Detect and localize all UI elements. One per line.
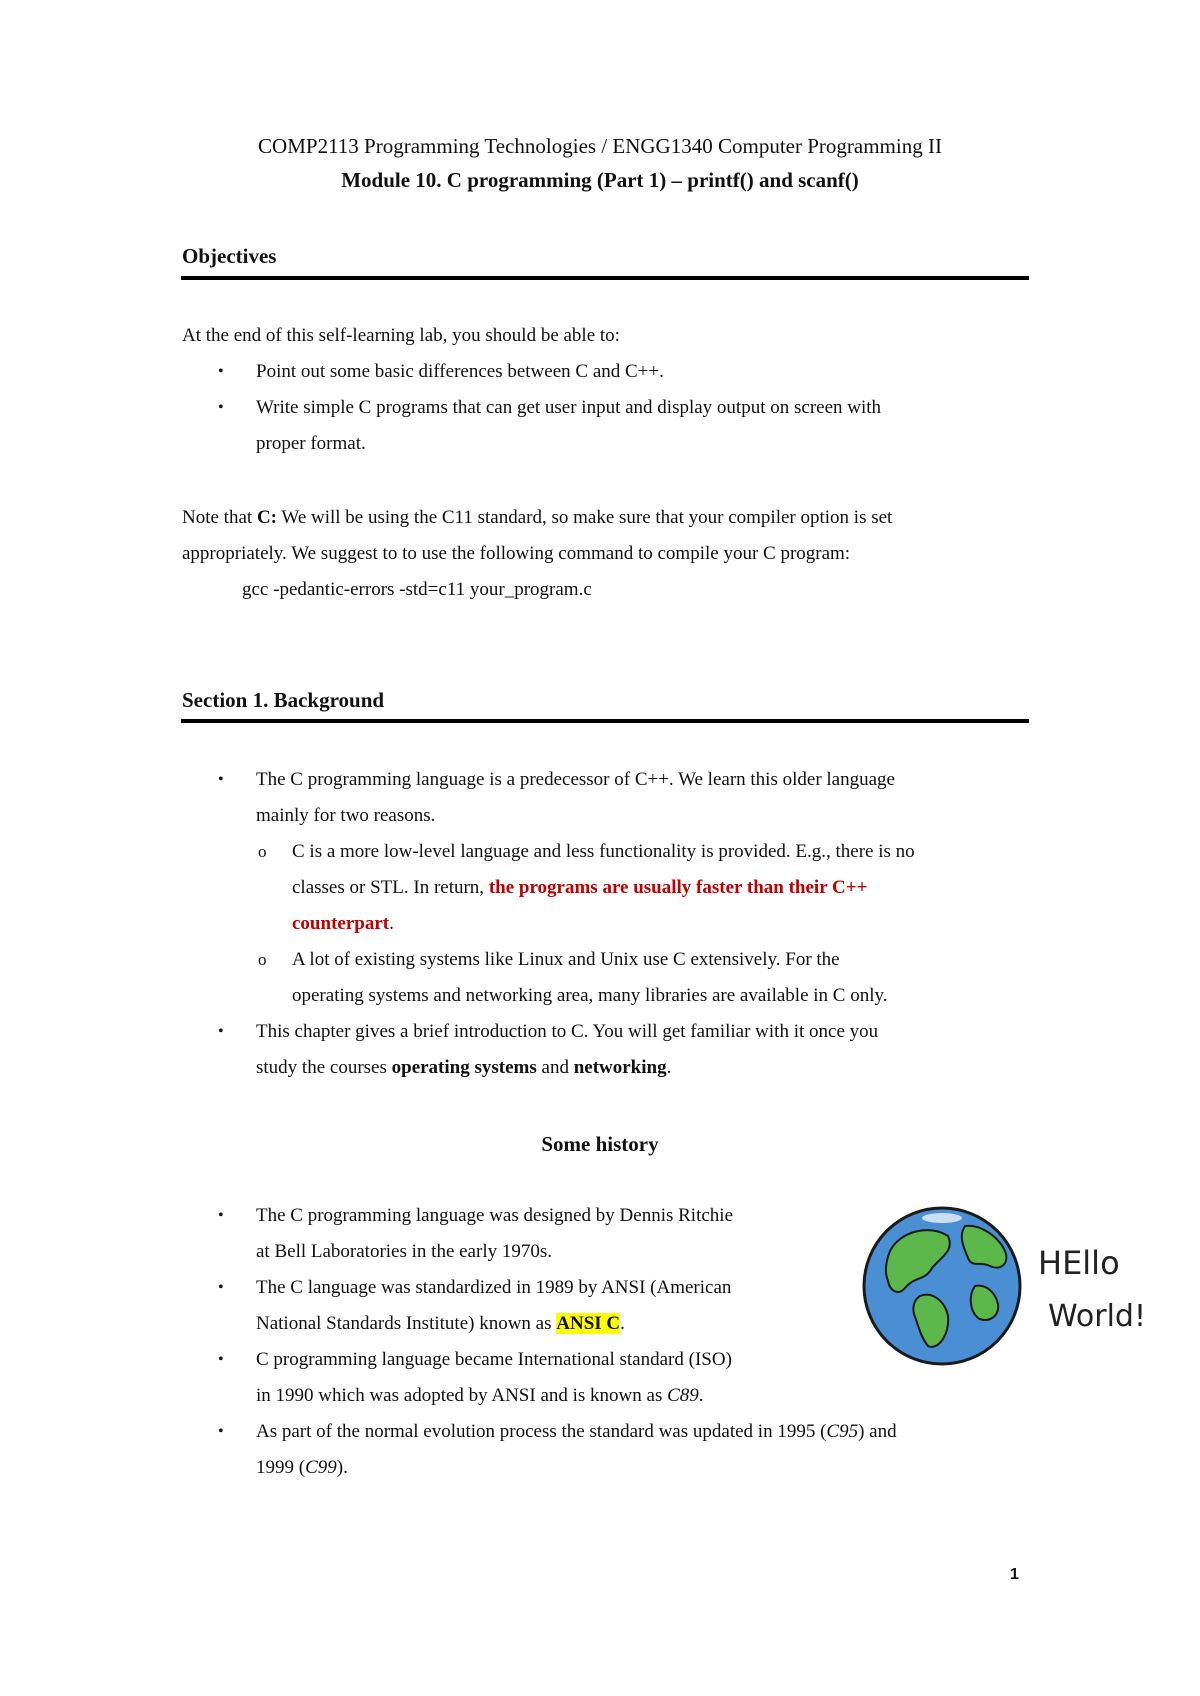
page-number: 1 xyxy=(1010,1566,1019,1583)
background-sub2-line2: operating systems and networking area, many libraries are available in C only. xyxy=(292,985,888,1006)
note-line2: appropriately. We suggest to to use the following command to compile your C program: xyxy=(182,543,851,564)
section1-rule xyxy=(181,719,1029,723)
objectives-rule xyxy=(181,276,1029,280)
history-item2-line1: The C language was standardized in 1989 by ANSI (American xyxy=(256,1277,732,1298)
history-item2-line2: National Standards Institute) known as ANSI C. xyxy=(256,1313,625,1334)
globe-ice xyxy=(922,1213,962,1223)
sub-bullet-icon: o xyxy=(258,950,267,969)
history-item1-line1: The C programming language was designed by Dennis Ritchie xyxy=(256,1205,734,1226)
compile-command: gcc -pedantic-errors -std=c11 your_program.c xyxy=(242,579,592,600)
section1-heading: Section 1. Background xyxy=(182,688,385,712)
objectives-heading: Objectives xyxy=(182,244,277,268)
bullet-icon: • xyxy=(218,1351,224,1368)
bullet-icon: • xyxy=(218,399,224,416)
hello-handwritten-text: HEllo xyxy=(1038,1244,1120,1282)
bullet-icon: • xyxy=(218,771,224,788)
history-item4-line1: As part of the normal evolution process the standard was updated in 1995 (C95) and xyxy=(256,1421,897,1442)
background-item1-line1: The C programming language is a predecessor of C++. We learn this older language xyxy=(256,769,895,790)
background-item2-line1: This chapter gives a brief introduction to C. You will get familiar with it once you xyxy=(256,1021,879,1042)
hello-world-globe-illustration xyxy=(860,1196,1160,1366)
history-item3-line2: in 1990 which was adopted by ANSI and is known as C89. xyxy=(256,1385,704,1406)
module-title: Module 10. C programming (Part 1) – printf() and scanf() xyxy=(341,168,859,192)
bullet-icon: • xyxy=(218,1023,224,1040)
bullet-icon: • xyxy=(218,1423,224,1440)
objective-item: Point out some basic differences between C and C++. xyxy=(256,361,664,382)
background-sub1-line3: counterpart. xyxy=(292,913,394,934)
objectives-intro: At the end of this self-learning lab, you should be able to: xyxy=(182,325,620,346)
history-heading: Some history xyxy=(541,1132,659,1156)
world-handwritten-text: World! xyxy=(1048,1299,1146,1334)
note-line1: Note that C: We will be using the C11 standard, so make sure that your compiler option is set xyxy=(182,507,893,528)
bullet-icon: • xyxy=(218,1207,224,1224)
bullet-icon: • xyxy=(218,1279,224,1296)
background-item1-line2: mainly for two reasons. xyxy=(256,805,436,826)
background-item2-line2: study the courses operating systems and networking. xyxy=(256,1057,672,1078)
background-sub2-line1: A lot of existing systems like Linux and Unix use C extensively. For the xyxy=(292,949,840,970)
background-sub1-line1: C is a more low-level language and less functionality is provided. E.g., there is no xyxy=(292,841,915,862)
history-item1-line2: at Bell Laboratories in the early 1970s. xyxy=(256,1241,552,1262)
history-item4-line2: 1999 (C99). xyxy=(256,1457,348,1478)
bullet-icon: • xyxy=(218,363,224,380)
objective-item: Write simple C programs that can get user input and display output on screen with xyxy=(256,397,882,418)
sub-bullet-icon: o xyxy=(258,842,267,861)
history-item3-line1: C programming language became International standard (ISO) xyxy=(256,1349,732,1370)
background-sub1-line2: classes or STL. In return, the programs are usually faster than their C++ xyxy=(292,877,868,898)
objective-item-continued: proper format. xyxy=(256,433,366,454)
course-title: COMP2113 Programming Technologies / ENGG1340 Computer Programming II xyxy=(258,134,942,158)
